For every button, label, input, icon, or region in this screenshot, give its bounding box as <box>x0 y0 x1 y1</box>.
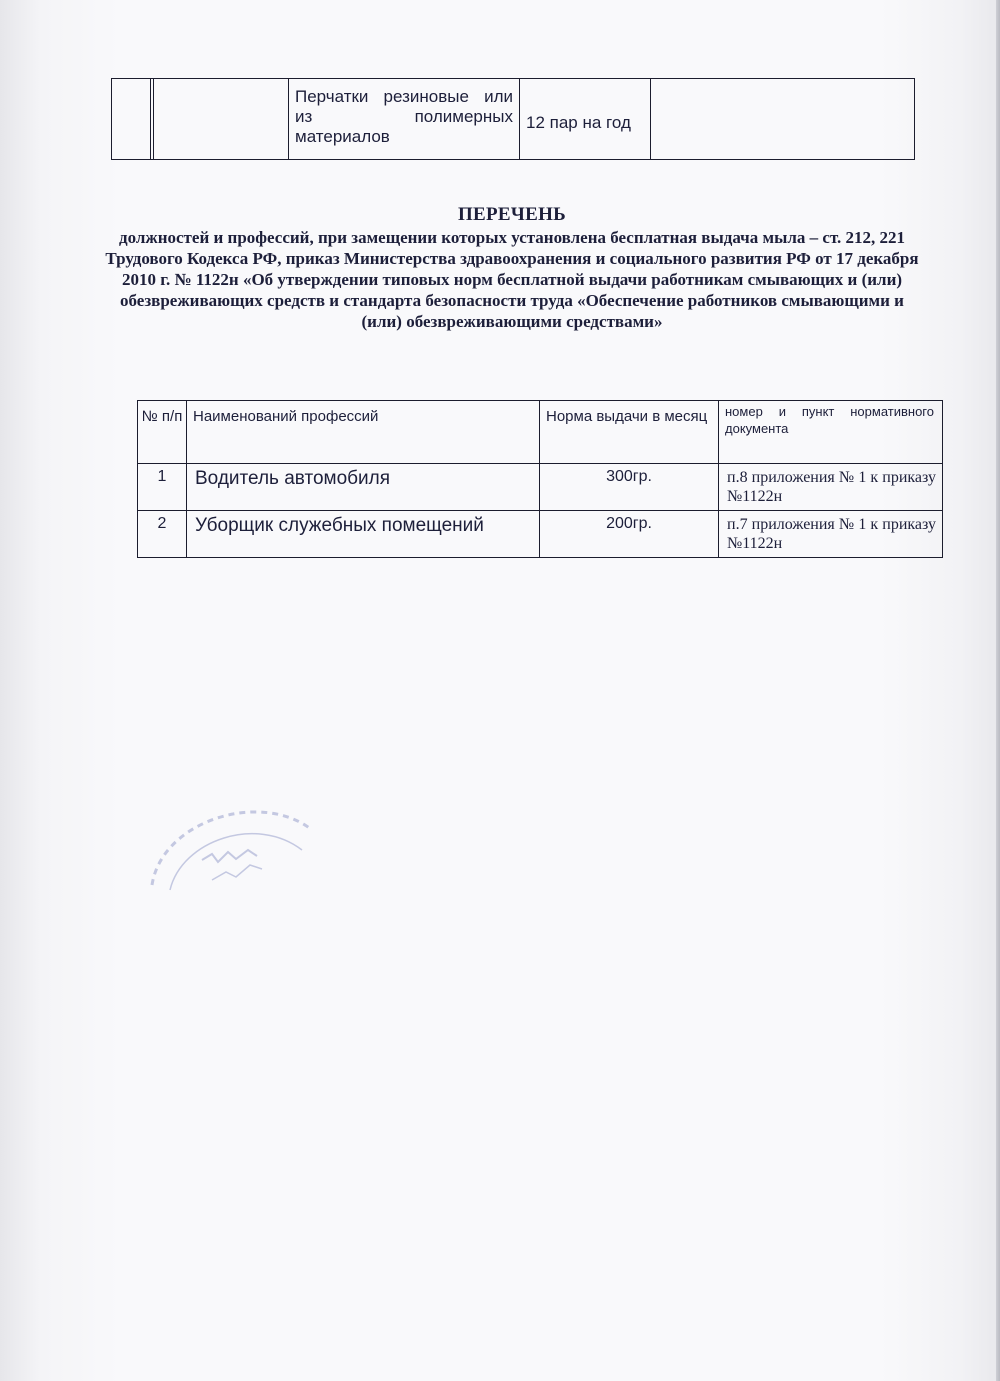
continuation-table <box>111 78 915 160</box>
table-header-row <box>138 401 943 464</box>
header-norm: Норма выдачи в месяц <box>540 401 719 464</box>
table-row <box>138 464 943 511</box>
header-num: № п/п <box>138 401 187 464</box>
document-heading <box>100 203 924 332</box>
row-doc: п.8 приложения № 1 к приказу №1122н <box>719 464 943 511</box>
row-num: 1 <box>138 464 187 511</box>
header-profession: Наименований профессий <box>187 401 540 464</box>
paper-edge <box>996 0 1000 1381</box>
faded-stamp-icon <box>142 790 322 900</box>
row-norm: 200гр. <box>540 511 719 558</box>
professions-table <box>137 400 943 558</box>
quantity-cell: 12 пар на год <box>520 79 651 160</box>
row-norm: 300гр. <box>540 464 719 511</box>
empty-cell <box>112 79 151 160</box>
item-name-cell: Перчатки резиновые или из полимерных материалов <box>289 79 520 160</box>
heading-body: должностей и профессий, при замещении которых установлена бесплатная выдача мыла – ст. 212, 221 Трудового Кодекса РФ, приказ Министерства здравоохранения и социального развития РФ от 17 декабря 2010 г. № 1122н «Об утверждении типовых норм бесплатной выдачи работникам смывающих и (или) обезвреживающих средств и стандарта безопасности труда «Обеспечение работников смывающими и (или) обезвреживающими средствами» <box>105 228 919 331</box>
row-profession: Водитель автомобиля <box>187 464 540 511</box>
table-row <box>112 79 915 160</box>
empty-cell <box>154 79 289 160</box>
empty-cell <box>651 79 915 160</box>
row-profession: Уборщик служебных помещений <box>187 511 540 558</box>
table-row <box>138 511 943 558</box>
header-doc: номер и пункт нормативного документа <box>719 401 943 464</box>
heading-title: ПЕРЕЧЕНЬ <box>457 204 567 225</box>
row-num: 2 <box>138 511 187 558</box>
row-doc: п.7 приложения № 1 к приказу №1122н <box>719 511 943 558</box>
